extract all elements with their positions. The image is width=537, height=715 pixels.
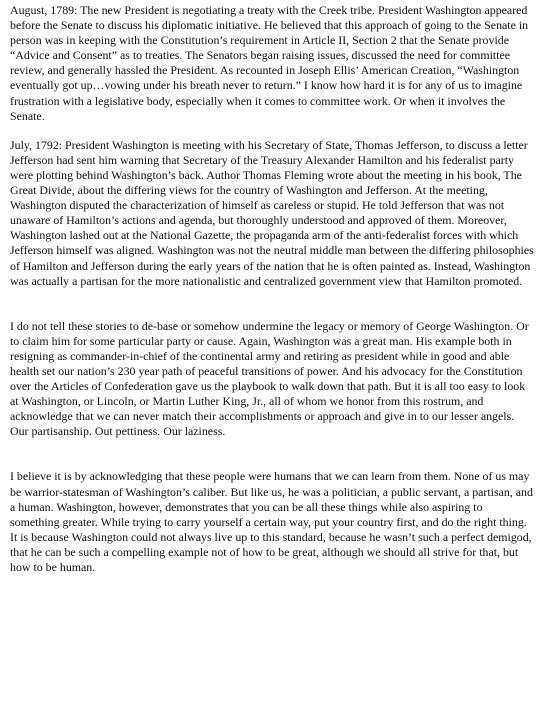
document-body xyxy=(10,3,534,575)
paragraph-humanity: I believe it is by acknowledging that these people were humans that we can learn from them. None of us may be warrior-statesman of Washington’s caliber. But like us, he was a politician, a public servant, a partisan, and a human. Washington, however, demonstrates that you can be all these things while also aspiring to something greater. While trying to carry yourself a certain way, put your country first, and do the right thing. It is because Washington could not always live up to this standard, because he wasn’t such a perfect demigod, that he can be such a compelling example not of how to be great, although we should all strive for that, but how to be human. xyxy=(10,469,533,574)
paragraph-legacy: I do not tell these stories to de-base or somehow undermine the legacy or memory of George Washington. Or to claim him for some particular party or cause. Again, Washington was a great man. His example both in resigning as commander-in-chief of the continental army and retiring as president while in good and able health set our nation’s 230 year path of peaceful transitions of power. And his advocacy for the Constitution over the Articles of Confederation gave us the playbook to walk down that path. But it is all too easy to look at Washington, or Lincoln, or Martin Luther King, Jr., all of whom we honor from this rostrum, and acknowledge that we can never match their accomplishments or approach and give in to our lesser angels. Our partisanship. Out pettiness. Our laziness. xyxy=(10,318,529,439)
paragraph-spacer xyxy=(10,289,534,319)
paragraph-jefferson-meeting: July, 1792: President Washington is meeting with his Secretary of State, Thomas Jefferson, to discuss a letter Jefferson had sent him warning that Secretary of the Treasury Alexander Hamilton and his federalist party were plotting behind Washington’s back. Author Thomas Fleming wrote about the meeting in his book, The Great Divide, about the differing views for the country of Washington and Jefferson. At the meeting, Washington disputed the characterization of himself as careless or stupid. He told Jefferson that was not unaware of Hamilton’s actions and agenda, but thoroughly understood and approved of them. Moreover, Washington lashed out at the National Gazette, the propaganda arm of the anti-federalist forces with which Jefferson himself was aligned. Washington was not the neutral middle man between the differing philosophies of Hamilton and Jefferson during the early years of the nation that he is often painted as. Instead, Washington was actually a partisan for the more nationalistic and centralized government view that Hamilton promoted. xyxy=(10,137,534,288)
paragraph-creek-treaty: August, 1789: The new President is negotiating a treaty with the Creek tribe. President Washington appeared before the Senate to discuss his diplomatic initiative. He believed that this approach of going to the Senate in person was in keeping with the Constitution’s requirement in Article II, Section 2 that the Senate provide “Advice and Consent” as to treaties. The Senators began raising issues, discussed the need for committee review, and generally hassled the President. As recounted in Joseph Ellis’ American Creation, “Washington eventually got up…vowing under his breath never to return.” I know how hard it is for any of us to imagine frustration with a legislative body, especially when it comes to committee work. Or when it involves the Senate. xyxy=(10,3,529,123)
paragraph-spacer xyxy=(10,124,534,138)
paragraph-spacer xyxy=(10,439,534,469)
